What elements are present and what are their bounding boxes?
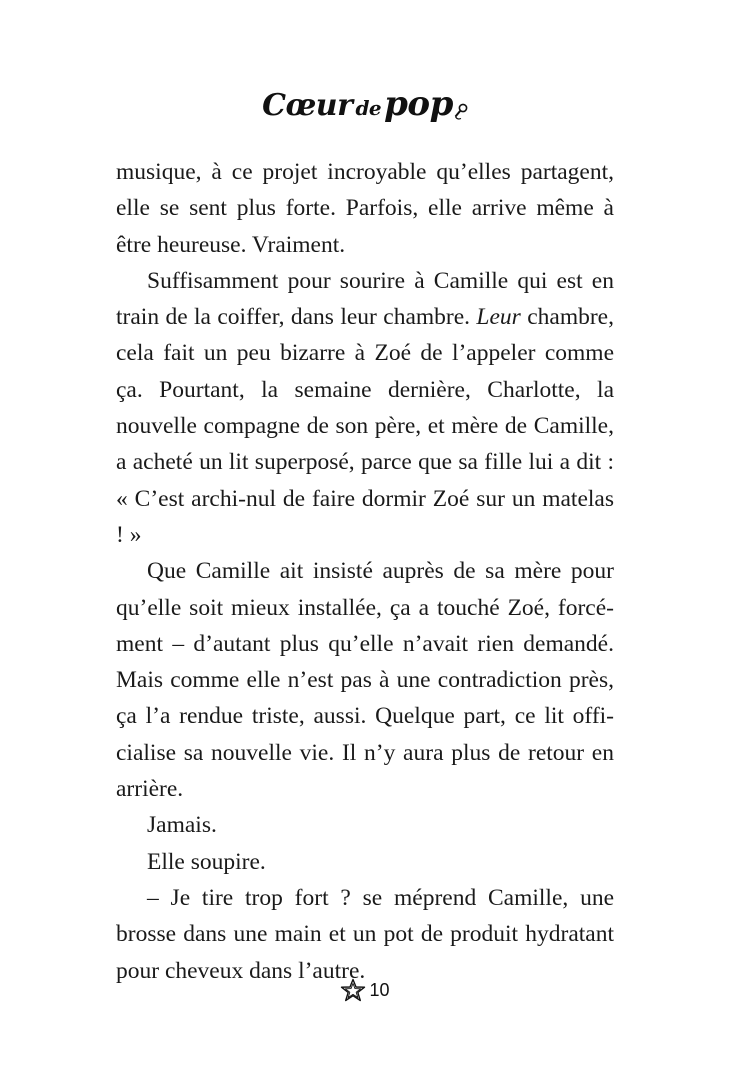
running-header bbox=[0, 84, 730, 144]
paragraph-4: Jamais. bbox=[147, 812, 217, 839]
paragraph-2-emphasis: Leur bbox=[476, 304, 521, 331]
paragraph-3: Que Camille ait insisté auprès de sa mère pour qu’elle soit mieux installée, ça a touché Zoé, forcément – d’autant plus qu’elle n’avait rien demandé. Mais comme elle n’est pas à une contradiction près, ça l’a rendue triste, aussi. Quelque part, ce lit officialise sa nouvelle vie. Il n’y aura plus de retour en arrière. bbox=[116, 558, 614, 803]
paragraph-5: Elle soupire. bbox=[147, 848, 266, 875]
paragraph-2-start: Suffisamment pour sourire à Camille qui est en train de la coiffer, dans leur chambre. bbox=[116, 267, 614, 331]
logo-word-pop: pop bbox=[384, 84, 453, 124]
star-icon bbox=[340, 978, 366, 1002]
page-footer bbox=[0, 978, 730, 1008]
paragraph-2 bbox=[116, 263, 614, 553]
logo-word-coeur: Cœur bbox=[262, 88, 353, 123]
paragraph-2-end: chambre, cela fait un peu bizarre à Zoé de l’appeler comme ça. Pourtant, la semaine dernière, Charlotte, la nouvelle compagne de son père, et mère de Camille, a acheté un lit superposé, parce que sa fille lui a dit : « C’est archi-nul de faire dormir Zoé sur un matelas ! » bbox=[116, 304, 614, 548]
microphone-icon bbox=[454, 103, 468, 121]
paragraph-1: musique, à ce projet incroyable qu’elles partagent, elle se sent plus forte. Parfois, elle arrive même à être heureuse. Vraiment. bbox=[116, 159, 614, 258]
paragraph-6-dialogue: – Je tire trop fort ? se méprend Camille, une brosse dans une main et un pot de produit hydratant pour cheveux dans l’autre. bbox=[116, 884, 614, 984]
page-number: 10 bbox=[369, 979, 390, 1000]
series-logo bbox=[262, 84, 468, 124]
folio bbox=[340, 978, 389, 1002]
logo-word-de: de bbox=[355, 96, 382, 120]
body-text bbox=[116, 154, 614, 989]
